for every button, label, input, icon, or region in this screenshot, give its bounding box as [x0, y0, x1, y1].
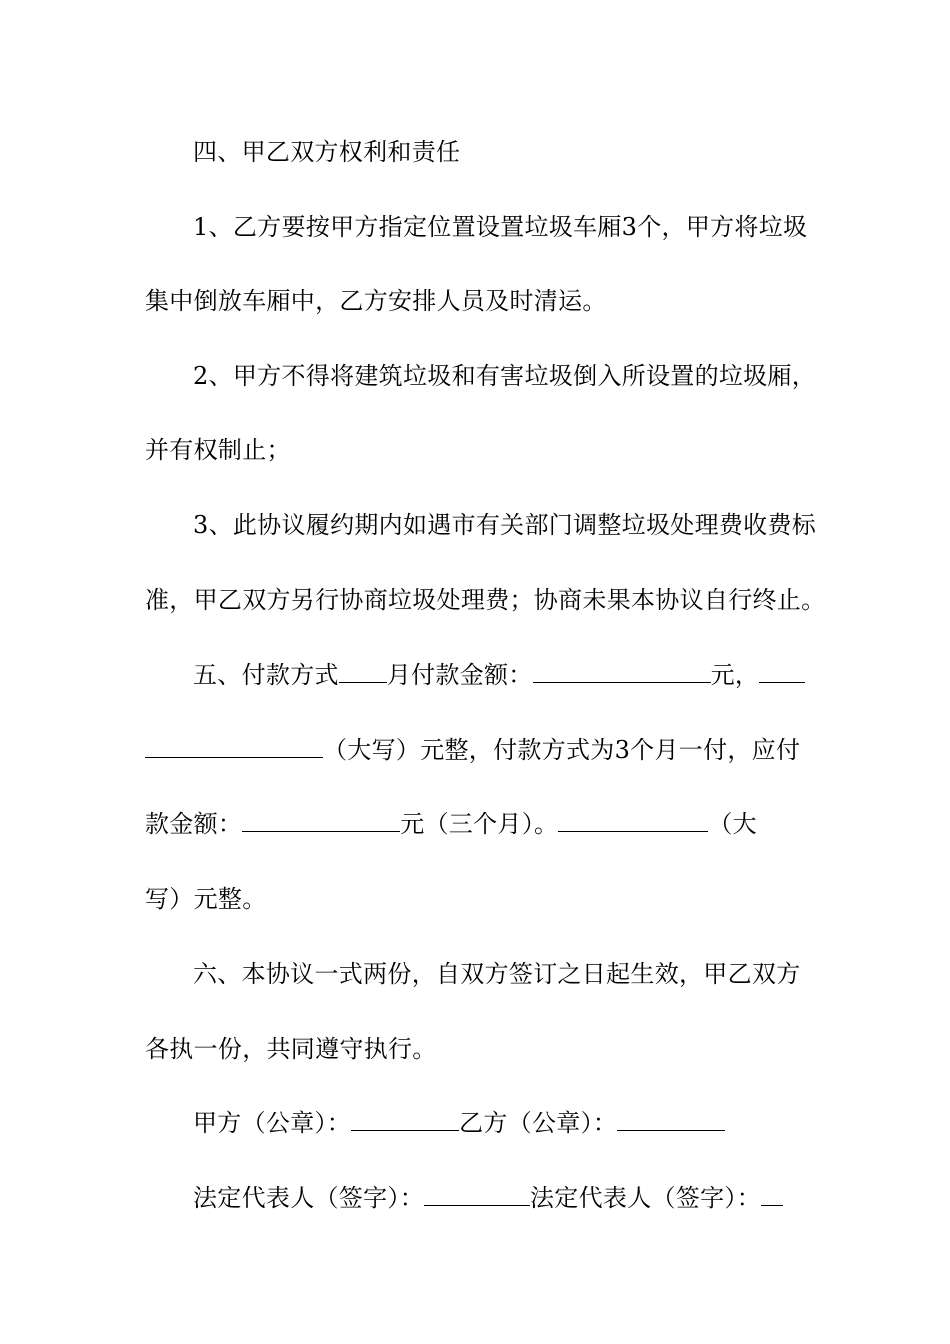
blank-payable-words [558, 809, 708, 832]
item3-line2: 准，甲乙双方另行协商垃圾处理费；协商未果本协议自行终止。 [145, 586, 826, 614]
item1-line2: 集中倒放车厢中，乙方安排人员及时清运。 [145, 287, 607, 315]
blank-party-a-seal [351, 1108, 459, 1131]
representative-line [193, 1182, 853, 1214]
rep-b-label: 法定代表人（签字）： [530, 1184, 761, 1212]
three-months-label: 元（三个月）。 [400, 810, 559, 838]
party-b-seal-label: 乙方（公章）： [459, 1109, 618, 1137]
blank-months [339, 660, 387, 683]
blank-payable-amount [242, 809, 400, 832]
blank-amount-words-start [759, 660, 805, 683]
blank-rep-a [424, 1183, 530, 1206]
item2-line1: 2、甲方不得将建筑垃圾和有害垃圾倒入所设置的垃圾厢， [193, 362, 817, 390]
item1-line1: 1、乙方要按甲方指定位置设置垃圾车厢3个，甲方将垃圾 [193, 213, 808, 241]
blank-monthly-amount [533, 660, 711, 683]
section5-line2 [145, 734, 805, 766]
blank-rep-b [761, 1183, 783, 1206]
section6-line1: 六、本协议一式两份，自双方签订之日起生效，甲乙双方 [193, 960, 801, 988]
payment-terms-text: （大写）元整，付款方式为3个月一付，应付 [323, 736, 801, 764]
item3-line1: 3、此协议履约期内如遇市有关部门调整垃圾处理费收费标 [193, 511, 817, 539]
payable-amount-label: 款金额： [145, 810, 243, 838]
capital-label: （大 [708, 810, 757, 838]
section4-heading: 四、甲乙双方权利和责任 [193, 138, 461, 166]
section5-line3 [145, 808, 805, 840]
item2-line2: 并有权制止； [145, 436, 291, 464]
party-a-seal-label: 甲方（公章）： [193, 1109, 352, 1137]
section5-line1 [193, 659, 853, 691]
blank-amount-words [145, 735, 323, 758]
seal-line [193, 1107, 853, 1139]
yuan-label: 元， [710, 661, 760, 689]
monthly-amount-label: 月付款金额： [386, 661, 533, 689]
section5-line4: 写）元整。 [145, 885, 267, 913]
section6-line2: 各执一份，共同遵守执行。 [145, 1035, 437, 1063]
blank-party-b-seal [617, 1108, 725, 1131]
rep-a-label: 法定代表人（签字）： [193, 1184, 424, 1212]
payment-method-label: 五、付款方式 [193, 661, 339, 689]
